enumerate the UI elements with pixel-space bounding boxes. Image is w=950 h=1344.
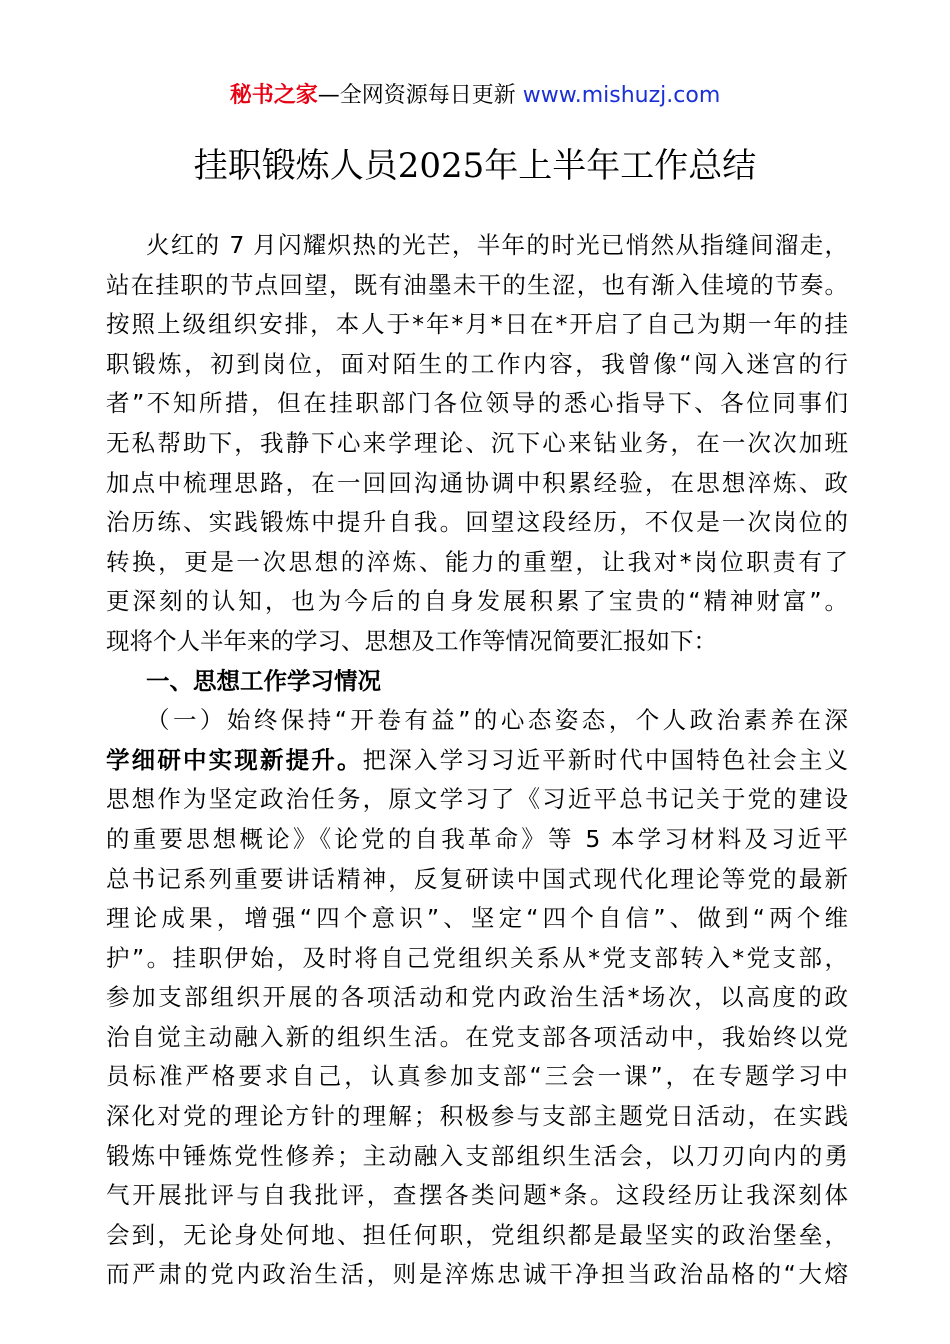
paragraph-line: 参加支部组织开展的各项活动和党内政治生活*场次，以高度的政 [106, 983, 848, 1012]
paragraph-line: 深化对党的理论方针的理解；积极参与支部主题党日活动，在实践 [106, 1102, 848, 1131]
paragraph-line: 治自觉主动融入新的组织生活。在党支部各项活动中，我始终以党 [106, 1022, 848, 1051]
site-url-link[interactable]: www.mishuzj.com [522, 83, 721, 108]
document-body [106, 226, 848, 1295]
paragraph-line: 治历练、实践锻炼中提升自我。回望这段经历，不仅是一次岗位的 [106, 508, 848, 537]
paragraph-line: 站在挂职的节点回望，既有油墨未干的生涩，也有渐入佳境的节奏。 [106, 270, 848, 299]
paragraph-line: 火红的 7 月闪耀炽热的光芒，半年的时光已悄然从指缝间溜走， [146, 231, 848, 259]
paragraph-line: 会到，无论身处何地、担任何职，党组织都是最坚实的政治堡垒， [106, 1220, 848, 1249]
paragraph-line: 现将个人半年来的学习、思想及工作等情况简要汇报如下： [106, 626, 717, 655]
subsection-heading: （一）始终保持“开卷有益”的心态姿态，个人政治素养在深 [146, 706, 848, 735]
paragraph-line: 者”不知所措，但在挂职部门各位领导的悉心指导下、各位同事们 [106, 389, 848, 418]
paragraph-line: 无私帮助下，我静下心来学理论、沉下心来钻业务，在一次次加班 [106, 428, 848, 457]
site-brand: 秘书之家 [229, 83, 318, 108]
subsection-heading-end: 学细研中实现新提升。 [106, 745, 363, 774]
paragraph-line: 护”。挂职伊始，及时将自己党组织关系从*党支部转入*党支部， [106, 943, 848, 972]
paragraph-line: 思想作为坚定政治任务，原文学习了《习近平总书记关于党的建设 [106, 785, 848, 814]
paragraph-line: 的重要思想概论》《论党的自我革命》等 5 本学习材料及习近平 [106, 824, 848, 853]
paragraph-line: 职锻炼，初到岗位，面对陌生的工作内容，我曾像“闯入迷宫的行 [106, 349, 848, 378]
paragraph-line: 理论成果，增强“四个意识”、坚定“四个自信”、做到“两个维 [106, 904, 848, 933]
paragraph-line: 更深刻的认知，也为今后的自身发展积累了宝贵的“精神财富”。 [106, 587, 848, 616]
paragraph-line: 转换，更是一次思想的淬炼、能力的重塑，让我对*岗位职责有了 [106, 547, 848, 576]
paragraph-line: 而严肃的党内政治生活，则是淬炼忠诚干净担当政治品格的“大熔 [106, 1260, 848, 1289]
paragraph-line: 员标准严格要求自己，认真参加支部“三会一课”，在专题学习中 [106, 1062, 848, 1091]
paragraph-line: 总书记系列重要讲话精神，反复研读中国式现代化理论等党的最新 [106, 864, 848, 893]
paragraph-line [106, 741, 848, 781]
paragraph-line: 气开展批评与自我批评，查摆各类问题*条。这段经历让我深刻体 [106, 1181, 848, 1210]
paragraph-text: 把深入学习习近平新时代中国特色社会主义 [362, 745, 849, 774]
site-header [0, 80, 950, 112]
paragraph-line: 加点中梳理思路，在一回回沟通协调中积累经验，在思想淬炼、政 [106, 468, 848, 497]
document-title: 挂职锻炼人员2025年上半年工作总结 [193, 146, 757, 186]
section-heading: 一、思想工作学习情况 [146, 666, 381, 695]
paragraph-line: 按照上级组织安排，本人于*年*月*日在*开启了自己为期一年的挂 [106, 310, 848, 339]
site-tagline: —全网资源每日更新 [317, 83, 523, 108]
paragraph-line: 锻炼中锤炼党性修养；主动融入支部组织生活会，以刀刃向内的勇 [106, 1141, 848, 1170]
